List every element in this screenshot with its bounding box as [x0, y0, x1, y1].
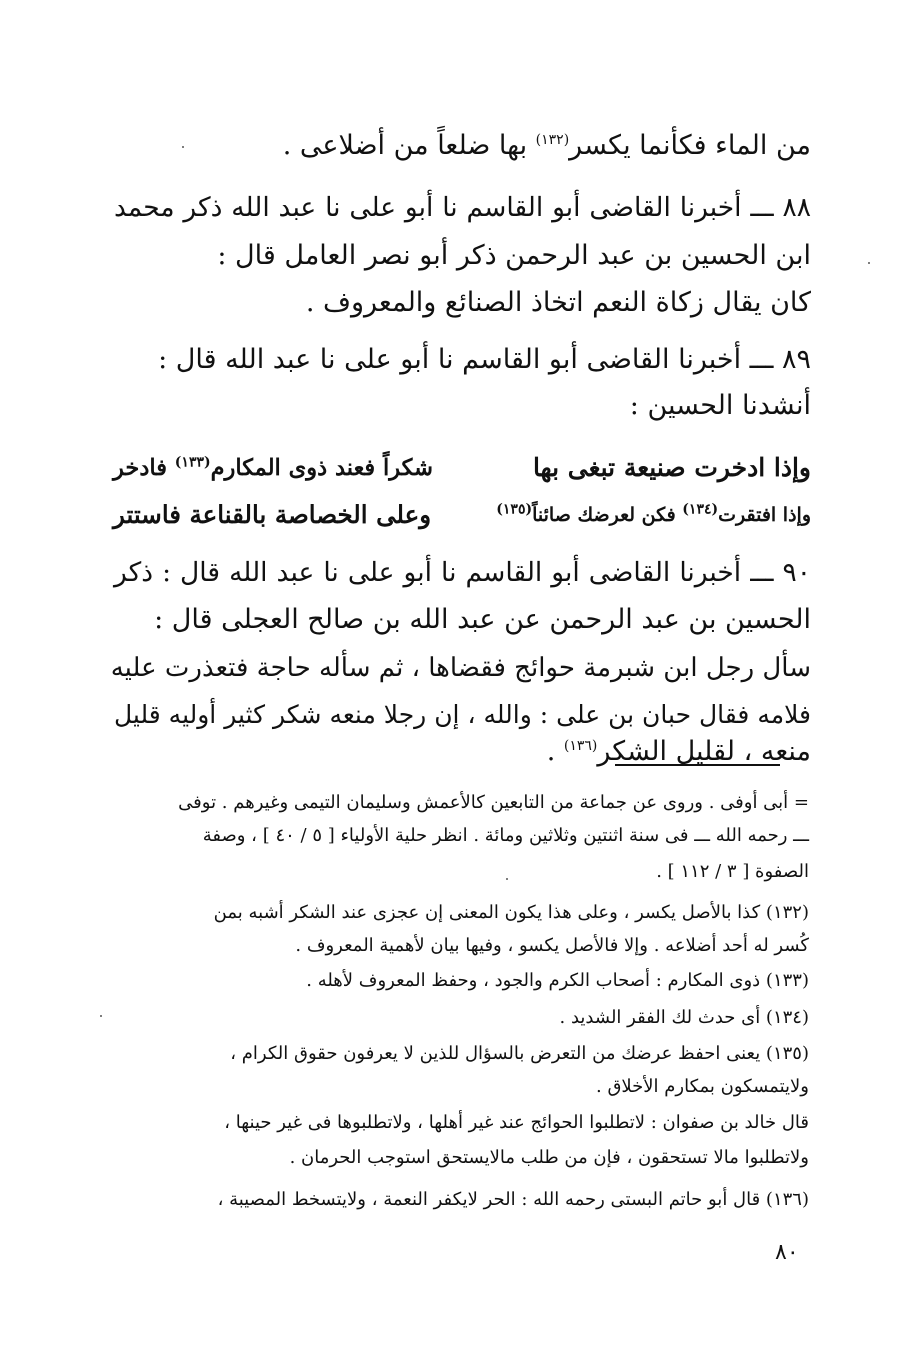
verse-hemistich: [113, 448, 433, 488]
paragraph-90-line-1: ٩٠ ـــ أخبرنا القاضى أبو القاسم نا أبو على نا عبد الله قال : ذكر: [114, 557, 811, 588]
footnote-marker: (١٣٢): [535, 132, 570, 148]
paragraph-90-line-4: فلامه فقال حبان بن على : والله ، إن رجلا منعه شكر كثير أوليه قليل: [114, 700, 811, 729]
footnote-separator: [615, 764, 780, 766]
footnote-continued-line-1: = أبى أوفى . وروى عن جماعة من التابعين كالأعمش وسليمان التيمى وغيرهم . توفى: [178, 792, 809, 813]
paragraph-90-line-2: الحسين بن عبد الرحمن عن عبد الله بن صالح العجلى قال :: [154, 604, 811, 635]
footnote-marker: (١٣٣): [174, 454, 211, 471]
text-segment: فكن لعرضك صائناً: [532, 504, 683, 526]
verse-hemistich: وعلى الخصاصة بالقناعة فاستتر: [113, 500, 432, 529]
scan-speck: [506, 878, 508, 880]
footnote-134: (١٣٤) أى حدث لك الفقر الشديد .: [559, 1007, 809, 1028]
footnote-136-line-1: (١٣٦) قال أبو حاتم البستى رحمه الله : الحر لايكفر النعمة ، ولايتسخط المصيبة ،: [217, 1189, 809, 1210]
scan-speck: [868, 262, 870, 264]
quotation-line-1: قال خالد بن صفوان : لاتطلبوا الحوائج عند غير أهلها ، ولاتطلبوها فى غير حينها ،: [224, 1112, 809, 1133]
footnote-continued-line-2: ـــ رحمه الله ـــ فى سنة اثنتين وثلاثين ومائة . انظر حلية الأولياء [ ٥ / ٤٠ ] ، وصفة: [202, 825, 809, 846]
scan-speck: [100, 1015, 102, 1017]
verse-hemistich: وإذا ادخرت صنيعة تبغى بها: [532, 453, 811, 482]
footnote-132-line-2: كُسر له أحد أضلاعه . وإلا فالأصل يكسو ، وفيها بيان لأهمية المعروف .: [295, 935, 809, 956]
paragraph-88-line-2: ابن الحسين بن عبد الرحمن ذكر أبو نصر العامل قال :: [217, 240, 811, 271]
paragraph-90-line-3: سأل رجل ابن شبرمة حوائج فقضاها ، ثم سأله حاجة فتعذرت عليه: [110, 653, 811, 683]
scan-speck: [182, 146, 184, 148]
footnote-marker: (١٣٦): [563, 738, 598, 754]
footnote-marker: (١٣٤): [682, 501, 719, 518]
text-line: [283, 128, 811, 164]
verse-line-1: [113, 448, 811, 488]
text-segment: من الماء فكأنما يكسر: [569, 130, 811, 161]
footnote-continued-line-3: الصفوة [ ٣ / ١١٢ ] .: [656, 861, 809, 882]
text-segment: .: [546, 736, 564, 767]
footnote-135-line-2: ولايتمسكون بمكارم الأخلاق .: [596, 1076, 809, 1097]
verse-line-2: [113, 495, 811, 535]
verse-hemistich: [496, 495, 811, 535]
paragraph-89-line-1: ٨٩ ـــ أخبرنا القاضى أبو القاسم نا أبو على نا عبد الله قال :: [158, 344, 811, 375]
footnote-marker: (١٣٥): [496, 501, 533, 518]
footnote-132-line-1: (١٣٢) كذا بالأصل يكسر ، وعلى هذا يكون المعنى إن عجزى عند الشكر أشبه بمن: [213, 902, 809, 923]
text-segment: شكراً فعند ذوى المكارم: [210, 455, 433, 481]
paragraph-88-line-3: كان يقال زكاة النعم اتخاذ الصنائع والمعروف .: [305, 287, 811, 318]
text-segment: منعه ، لقليل الشكر: [597, 736, 811, 767]
text-segment: بها ضلعاً من أضلاعى .: [282, 130, 536, 161]
paragraph-88-line-1: ٨٨ ـــ أخبرنا القاضى أبو القاسم نا أبو على نا عبد الله ذكر محمد: [114, 192, 811, 223]
paragraph-89-line-2: أنشدنا الحسين :: [629, 390, 811, 421]
footnote-135-line-1: (١٣٥) يعنى احفظ عرضك من التعرض بالسؤال للذين لا يعرفون حقوق الكرام ،: [230, 1043, 809, 1064]
text-segment: وإذا افتقرت: [718, 504, 811, 526]
footnote-133: (١٣٣) ذوى المكارم : أصحاب الكرم والجود ، وحفظ المعروف لأهله .: [306, 970, 809, 991]
page-number: ٨٠: [775, 1240, 799, 1265]
quotation-line-2: ولاتطلبوا مالا تستحقون ، فإن من طلب مالايستحق استوجب الحرمان .: [289, 1147, 809, 1168]
text-segment: فادخر: [113, 455, 175, 481]
